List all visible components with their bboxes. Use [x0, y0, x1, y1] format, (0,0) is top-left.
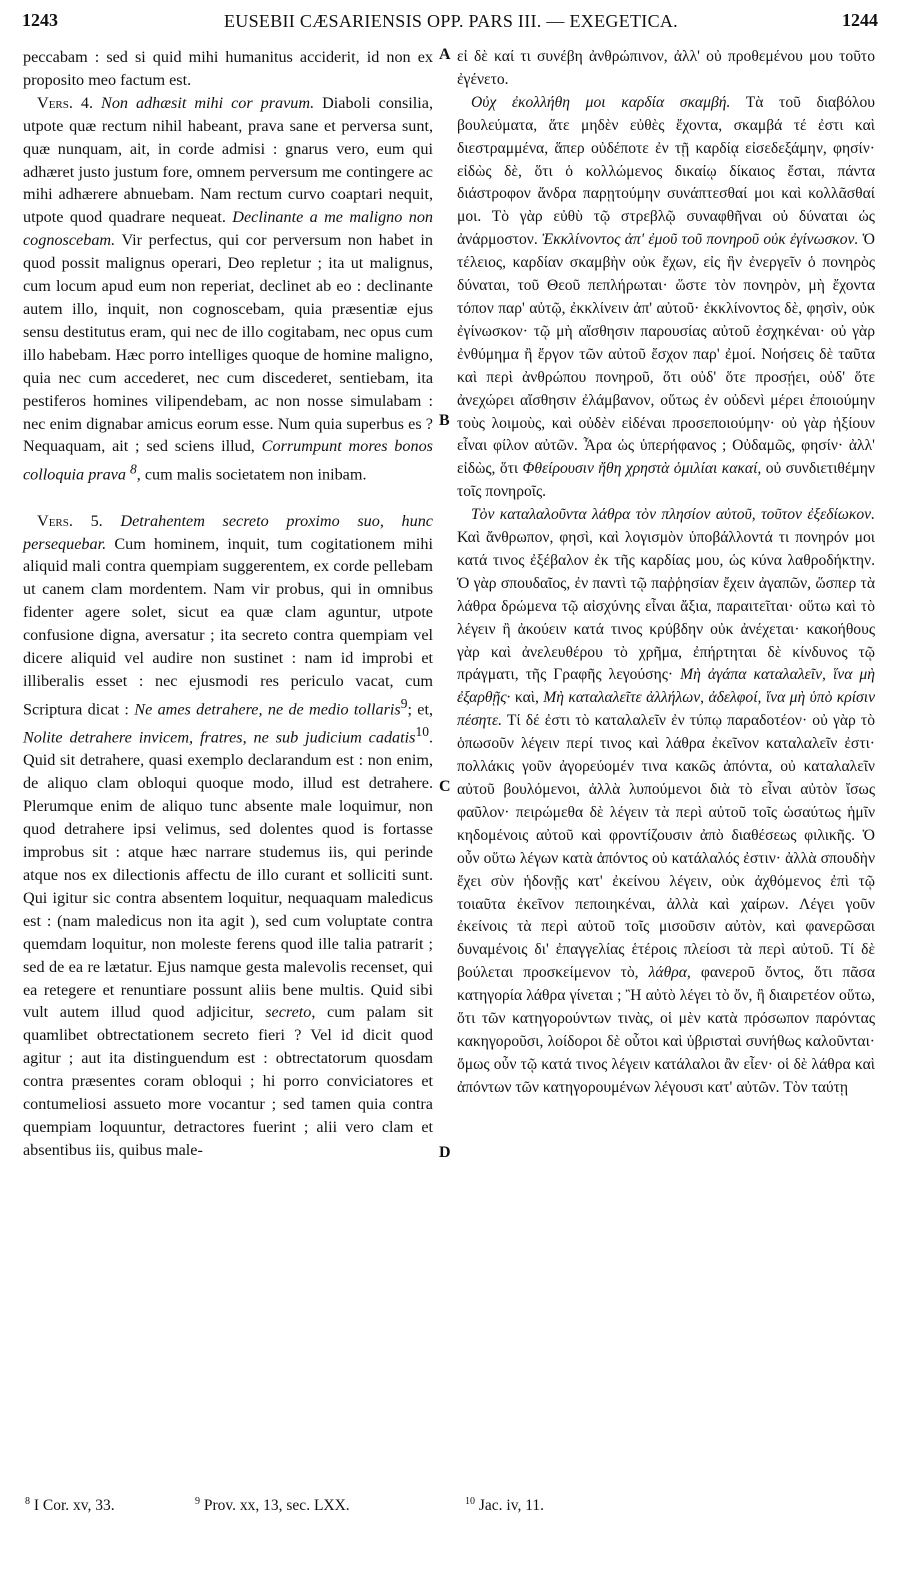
- footnote: [465, 1496, 544, 1515]
- commentary-text: Ὁ τέλειος, καρδίαν σκαμβὴν οὐκ ἔχων, εἰς ἣν ἐνεργεῖν ὁ πονηρὸς δύναται, τοῦ Θεοῦ πεπλήρωται· ὥστε τὸν πονηρὸν, μὴ ἔχοντα τόπον παρ' αὐτῷ, ἐκκλίνειν ἀπ' αὐτοῦ· ἐκκλίνοντος δὲ, φησὶν, οὐκ ἐγίνωσκον· τῷ μὴ αἴσθησιν παρουσίας αὐτοῦ ἐσχηκέναι· οὐ γὰρ ἐνθύμημα ἢ ἔργον τῶν αὐτοῦ ἔσχον παρ' ἐμοί. Νοήσεις δὲ ταῦτα καὶ περὶ ἀνθρώπου πονηροῦ, ὅτι οὐδ' ὅτε προσῄει, οὐδ' ὅτε ἀνεχώρει αἴσθησιν ἐλάμβανον, οὕτως ἐν οὐδενὶ μέρει ἐποιούμην τοὺς λοιμοὺς, καὶ οὐδὲν εἰδέναι προσεποιούμην· οὐ γὰρ ἠξίουν εἶναι φίλον αὐτῶν. Ἆρα ὡς ὑπερήφανος ; Οὐδαμῶς, φησίν· ἀλλ' εἰδὼς, ὅτι: [457, 231, 876, 478]
- commentary-text: ; et,: [407, 700, 433, 719]
- page-number-right: 1244: [842, 10, 878, 30]
- footnote-number: 9: [195, 1496, 200, 1507]
- margin-letter-d: D: [439, 1144, 451, 1161]
- greek-paragraph: [457, 92, 875, 504]
- footnote-text: I Cor. xv, 33.: [33, 1497, 115, 1515]
- margin-letter-b: B: [439, 412, 450, 429]
- verse-number: Vers. 4.: [37, 93, 94, 112]
- commentary-text: φανεροῦ ὄντος, ὅτι πᾶσα κατηγορία λάθρα γίνεται ; Ἢ αὐτὸ λέγει τὸ ὄν, ἢ διαιρετέον οὕτω, ὅτι τῶν κατηγορούντων τινὰς, οἱ μὲν κατὰ πρόσωπον παρόντας κακηγοροῦσι, λοίδοροι δὲ οὗτοι καὶ ὑβρισταὶ συνήθως καλοῦνται· ὅμως οὖν τῷ κατά τινος λέγειν κατάλαλοι ἂν εἶεν· οἱ δὲ λάθρα καὶ ἀπόντων τῶν κατηγορουμένων λέγουσι κατ' αὐτῶν. Τὸν ταύτῃ: [457, 964, 876, 1096]
- latin-paragraph: peccabam : sed si quid mihi humanitus acciderit, id non ex proposito meo factum est.: [23, 48, 433, 89]
- scripture-quote: Ne ames detrahere, ne de medio tollaris: [134, 700, 401, 719]
- commentary-text: , cum palam sit quamlibet obtrectationem secreto fieri ? Vel id dicit quod agitur ; aut ita distinguendum est : obtrectatorum quosdam contra præsentes coram obloqui ; hi porro conviciatores et contumeliosi assueto more vocantur ; sed tamen quia contra quempiam loquuntur, detractores fuerint ; alii vero clam et absentibus iis, quibus male-: [23, 1003, 434, 1159]
- running-title: EUSEBII CÆSARIENSIS OPP. PARS III. — EXEGETICA.: [224, 11, 678, 31]
- greek-column: [457, 46, 875, 1100]
- footnote-number: 10: [465, 1496, 475, 1507]
- footnote-ref: 8: [130, 461, 137, 477]
- footnote-ref: 10: [415, 724, 429, 740]
- scripture-quote: Corrumpunt mores bonos colloquia prava: [23, 437, 433, 484]
- margin-letter-c: C: [439, 778, 451, 795]
- footnote-ref: 9: [400, 695, 408, 711]
- latin-column: [23, 46, 433, 1162]
- lemma: Detrahentem secreto proximo suo, hunc persequebar.: [23, 511, 433, 553]
- margin-letter-a: A: [439, 46, 451, 63]
- page-number-left: 1243: [22, 10, 58, 30]
- commentary-text: . Quid sit detrahere, quasi exemplo declarandum est : non enim, de aliquo clam obloqui quoque modo, illud est detrahere. Plerumque enim de aliquo tunc absente male loquimur, non quod detrahere ipsi velimus, sed dolentes quod is fortasse improbus sit : atque hæc narrare studemus iis, qui perinde atque nos ex dilectionis affectu de illo curant et solliciti sunt. Qui igitur sic contra absentem loquitur, nequaquam maledicus est : (nam maledicus non ita agit ), sed cum voluptate contra quemdam loquitur, non moleste ferens quod ille talia patrarit ; sed de ea re lætatur. Ejus namque gesta malevolis recenset, qui ea retegere et renuntiare possunt aliis bene multis. Quid sibi vult autem illud quod adjicitur,: [23, 728, 433, 1022]
- greek-paragraph: εἰ δὲ καί τι συνέβη ἀνθρώπινον, ἀλλ' οὐ προθεμένου μου τοῦτο ἐγένετο.: [457, 48, 875, 88]
- lemma: Ἐκκλίνοντος ἀπ' ἐμοῦ τοῦ πονηροῦ οὐκ ἐγίνωσκον.: [542, 231, 859, 249]
- lemma: Οὐχ ἐκολλήθη μοι καρδία σκαμβή.: [471, 93, 731, 111]
- commentary-text: Καὶ ἄνθρωπον, φησὶ, καὶ λογισμὸν ὑποβάλλοντά τι πονηρόν μοι κατά τινος ἐξέβαλον ἐκ τῆς καρδίας μου, ὡς κύνα λαθροδήκτην. Ὁ γὰρ σπουδαῖος, ἐν παντὶ τῷ παῤῥησίαν ἔχειν ἀγαπῶν, ὥσπερ τὰ λάθρα δρώμενα τῷ αἰσχύνης εἶναι ἄξια, παραιτεῖται· οὕτω καὶ τὸ λέγειν ἢ ἀκούειν κατά τινος κρύβδην οὐκ ἀνέχεται· κακοήθους γὰρ καὶ ἀνελευθέρου τὸ χρῆμα, ἐπήρτηται δὲ κίνδυνος τῷ πράγματι, τῆς Γραφῆς λεγούσης·: [457, 529, 875, 684]
- footnote-text: Prov. xx, 13, sec. LXX.: [203, 1497, 350, 1515]
- commentary-text: Vir perfectus, qui cor perversum non habet in quod possit malignus operari, Deo repletur ; ita ut malignus, cum locum apud eum non reperiat, declinet ab eo : declinante autem illo, inquit, non cognoscebam, quia præsentiæ ejus sensu destitutus eram, qui nec de illo cogitabam, nec opus cum illo habebam. Hæc porro intelliges quoque de homine maligno, quia nec cum accederet, nec cum discederet, sentiebam, ita pestiferos homines vilipendebam, ac non nosse simulabam : nec enim dignabar amicus eorum esse. Num quia superbus es ? Nequaquam, ait ; sed sciens illud,: [23, 231, 433, 456]
- footnote: [195, 1496, 350, 1515]
- footnote: [25, 1496, 115, 1515]
- scripture-quote: Μὴ καταλαλεῖτε ἀλλήλων, ἀδελφοί, ἵνα μὴ ὑπὸ κρίσιν πέσητε.: [457, 689, 875, 730]
- scripture-quote: Φθείρουσιν ἤθη χρηστὰ ὁμιλίαι κακαί,: [522, 460, 762, 478]
- commentary-text: καὶ,: [514, 689, 539, 707]
- commentary-text: Diaboli consilia, utpote quæ rectum nihil habeant, prava sane et perversa sunt, quæ nunquam, ait, in corde admisi : gnarus vero, eum qui adhæret justo justum fore, omnem perversum me contingere ac mihi adhærere abnuebam. Nam rectum curvo coaptari nequit, utpote quod quadrare nequeat.: [23, 93, 434, 227]
- verse-number: Vers. 5.: [37, 511, 103, 530]
- scripture-quote: Nolite detrahere invicem, fratres, ne sub judicium cadatis: [23, 728, 416, 747]
- lemma: Τὸν καταλαλοῦντα λάθρα τὸν πλησίον αὐτοῦ, τοῦτον ἐξεδίωκον.: [471, 506, 875, 524]
- scripture-quote: secreto: [265, 1003, 312, 1022]
- latin-paragraph: [23, 510, 433, 1162]
- commentary-text: , cum malis societatem non inibam.: [136, 465, 367, 484]
- commentary-text: Τὰ τοῦ διαβόλου βουλεύματα, ἅτε μηδὲν εὐθὲς ἔχοντα, σκαμβά τέ ἐστι καὶ διεστραμμένα, ἅπερ οὐδέποτε ἐν τῇ καρδίᾳ εἰσεδεξάμην, φησίν· εἰδὼς δὲ, ὅτι ὁ κολλώμενος δικαίῳ δίκαιος ἔσται, πάντα διάστροφον ἄνδρα παρῃτούμην συνάπτεσθαί μοι καὶ κολλᾶσθαί μοι. Τὸ γὰρ εὐθὺ τῷ στρεβλῷ συναφθῆναι οὐ δύναται ὡς ἀνάρμοστον.: [457, 93, 875, 249]
- lemma: Non adhæsit mihi cor pravum.: [101, 93, 315, 112]
- lemma: Declinante a me maligno non cognoscebam.: [23, 208, 434, 250]
- scripture-quote: λάθρα,: [648, 964, 691, 982]
- commentary-text: Τί δέ ἐστι τὸ καταλαλεῖν ἐν τύπῳ παραδοτέον· οὐ γὰρ τὸ ὁπωσοῦν λέγειν περί τινος καὶ λάθρα ἐκεῖνον καταλαλεῖν ἐστι· πολλάκις γοῦν ἀγορεύομέν τινα κακῶς ἀπόντα, οὐ καταλαλεῖν αὐτοῦ βουλόμενοι, ἀλλὰ λυπούμενοι διὰ τὸ εἶναι αὐτὸν ἴσως φαῦλον· πειρώμεθα δὲ λέγειν τὰ περὶ αὐτοῦ τοῖς ὡσαύτως ἡμῖν κηδομένοις αὐτοῦ καὶ φροντίζουσιν ἀπὸ διαθέσεως φιλικῆς. Ὁ οὖν οὕτω λέγων κατὰ ἀπόντος οὐ κατάλαλός ἐστιν· ἀλλὰ σπουδὴν ἔχει σὺν ἡδονῇς κατ' ἐκείνου λέγειν, οὐκ ἀχθόμενος ἐπὶ τῷ τοιαῦτα ἐκεῖνον πεποιηκέναι, ἀλλὰ καὶ χαίρων. Λέγει γοῦν ἐκείνοις τὰ περὶ αὐτοῦ τοῖς μισοῦσιν αὐτὸν, καὶ φανερῶσαι δυναμένοις δι' ἐπαγγελίας ἑτέροις πλείοσι τὰ περὶ αὐτοῦ. Τί δὲ βούλεται προσκείμενον τὸ,: [457, 712, 875, 982]
- running-header: [22, 10, 880, 38]
- latin-paragraph: [23, 92, 433, 487]
- footnote-number: 8: [25, 1496, 30, 1507]
- footnote-text: Jac. iv, 11.: [478, 1497, 545, 1515]
- scripture-quote: Μὴ ἀγάπα καταλαλεῖν, ἵνα μὴ ἐξαρθῇς·: [457, 666, 875, 707]
- commentary-text: Cum hominem, inquit, tum cogitationem mihi aliquid mali contra quempiam suggerentem, ex corde pellebam ut canem clam mordentem. Nam vir probus, qui in omnibus fidenter agere solet, sicut ea quæ clam aguntur, utpote confusione digna, aversatur ; ita secreto contra quempiam vel dicere aliquid vel audire non sustinet : nam id improbi et illiberalis esset : nec ejusmodi res periculo vacat, cum Scriptura dicat :: [23, 534, 433, 719]
- greek-paragraph: [457, 504, 875, 1100]
- commentary-text: οὐ συνδιετιθέμην τοῖς πονηροῖς.: [457, 460, 875, 501]
